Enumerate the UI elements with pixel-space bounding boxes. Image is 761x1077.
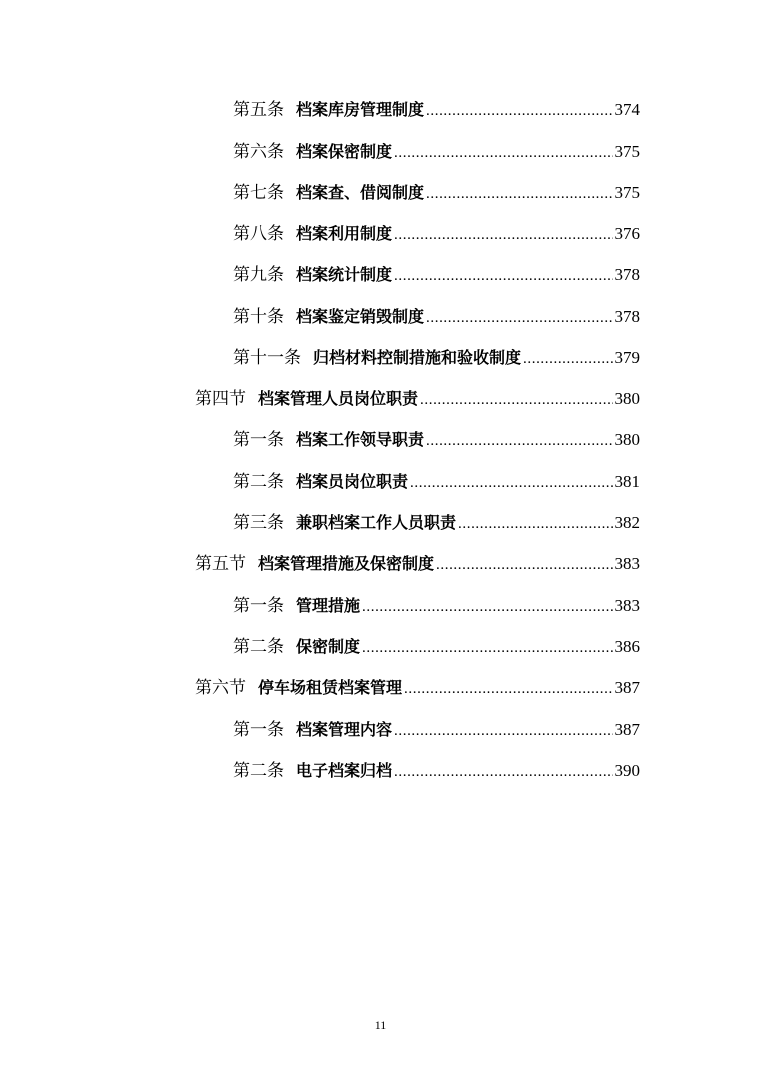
toc-entry[interactable]	[233, 222, 640, 246]
dot-leader	[404, 677, 612, 701]
toc-entry-title: 归档材料控制措施和验收制度	[313, 348, 522, 367]
toc-section-entry[interactable]	[195, 387, 640, 411]
dot-leader	[362, 636, 612, 660]
toc-entry-page: 380	[614, 430, 640, 449]
toc-entry[interactable]	[233, 470, 640, 494]
toc-entry-page: 382	[614, 513, 640, 532]
toc-entry-page: 383	[614, 554, 640, 573]
toc-entry-page: 380	[614, 389, 640, 408]
toc-entry[interactable]	[233, 140, 640, 164]
toc-section-entry[interactable]	[195, 552, 640, 576]
toc-entry-title: 档案统计制度	[296, 265, 393, 284]
toc-entry-page: 375	[614, 183, 640, 202]
toc-entry-number: 第五条	[233, 100, 284, 120]
toc-entry[interactable]	[233, 428, 640, 452]
dot-leader	[436, 553, 612, 577]
dot-leader	[420, 388, 612, 412]
toc-entry-number: 第七条	[233, 183, 284, 203]
toc-entry[interactable]	[233, 305, 640, 329]
dot-leader	[426, 99, 612, 123]
toc-entry-page: 375	[614, 142, 640, 161]
toc-entry-number: 第十条	[233, 307, 284, 327]
toc-entry-page: 374	[614, 100, 640, 119]
toc-entry-page: 390	[614, 761, 640, 780]
toc-entry[interactable]	[233, 759, 640, 783]
toc-entry[interactable]	[233, 511, 640, 535]
toc-entry[interactable]	[233, 98, 640, 122]
toc-entry[interactable]	[233, 346, 640, 370]
dot-leader	[458, 512, 612, 536]
toc-entry-title: 档案查、借阅制度	[296, 183, 425, 202]
page-number: 11	[374, 1018, 387, 1032]
toc-entry-title: 档案员岗位职责	[296, 472, 409, 491]
toc-entry-title: 档案库房管理制度	[296, 100, 425, 119]
toc-entry-title: 停车场租赁档案管理	[258, 678, 403, 697]
toc-entry-title: 保密制度	[296, 637, 361, 656]
toc-entry-number: 第一条	[233, 430, 284, 450]
toc-entry-title: 档案利用制度	[296, 224, 393, 243]
toc-entry-page: 376	[614, 224, 640, 243]
dot-leader	[410, 471, 612, 495]
toc-entry-title: 电子档案归档	[296, 761, 393, 780]
toc-entry-title: 兼职档案工作人员职责	[296, 513, 457, 532]
dot-leader	[362, 595, 612, 619]
toc-entry-page: 386	[614, 637, 640, 656]
toc-entry-number: 第九条	[233, 265, 284, 285]
toc-entry[interactable]	[233, 635, 640, 659]
toc-entry-page: 379	[614, 348, 640, 367]
toc-entry-number: 第六条	[233, 142, 284, 162]
toc-section-entry[interactable]	[195, 676, 640, 700]
dot-leader	[394, 719, 612, 743]
dot-leader	[426, 182, 612, 206]
toc-entry-number: 第八条	[233, 224, 284, 244]
toc-entry-page: 387	[614, 720, 640, 739]
toc-entry-page: 387	[614, 678, 640, 697]
toc-entry-title: 档案管理措施及保密制度	[258, 554, 435, 573]
toc-entry-page: 378	[614, 307, 640, 326]
toc-entry-title: 档案管理内容	[296, 720, 393, 739]
toc-entry-page: 378	[614, 265, 640, 284]
toc-entry-number: 第一条	[233, 720, 284, 740]
toc-entry-number: 第三条	[233, 513, 284, 533]
toc-entry-title: 档案鉴定销毁制度	[296, 307, 425, 326]
toc-entry[interactable]	[233, 181, 640, 205]
toc-entry-number: 第二条	[233, 761, 284, 781]
toc-entry-title: 档案管理人员岗位职责	[258, 389, 419, 408]
toc-entry-number: 第五节	[195, 554, 246, 574]
toc-entry-number: 第十一条	[233, 348, 301, 368]
toc-entry-number: 第一条	[233, 596, 284, 616]
dot-leader	[523, 347, 612, 371]
dot-leader	[394, 223, 612, 247]
toc-entry-number: 第二条	[233, 472, 284, 492]
toc-entry-number: 第二条	[233, 637, 284, 657]
toc-entry-number: 第六节	[195, 678, 246, 698]
toc-entry[interactable]	[233, 594, 640, 618]
dot-leader	[394, 760, 612, 784]
dot-leader	[394, 264, 612, 288]
toc-entry-page: 381	[614, 472, 640, 491]
toc-entry-number: 第四节	[195, 389, 246, 409]
dot-leader	[426, 429, 612, 453]
toc-entry[interactable]	[233, 263, 640, 287]
toc-entry[interactable]	[233, 718, 640, 742]
toc-entry-title: 档案工作领导职责	[296, 430, 425, 449]
toc-entry-page: 383	[614, 596, 640, 615]
toc-entry-title: 档案保密制度	[296, 142, 393, 161]
toc-entry-title: 管理措施	[296, 596, 361, 615]
dot-leader	[394, 141, 612, 165]
dot-leader	[426, 306, 612, 330]
